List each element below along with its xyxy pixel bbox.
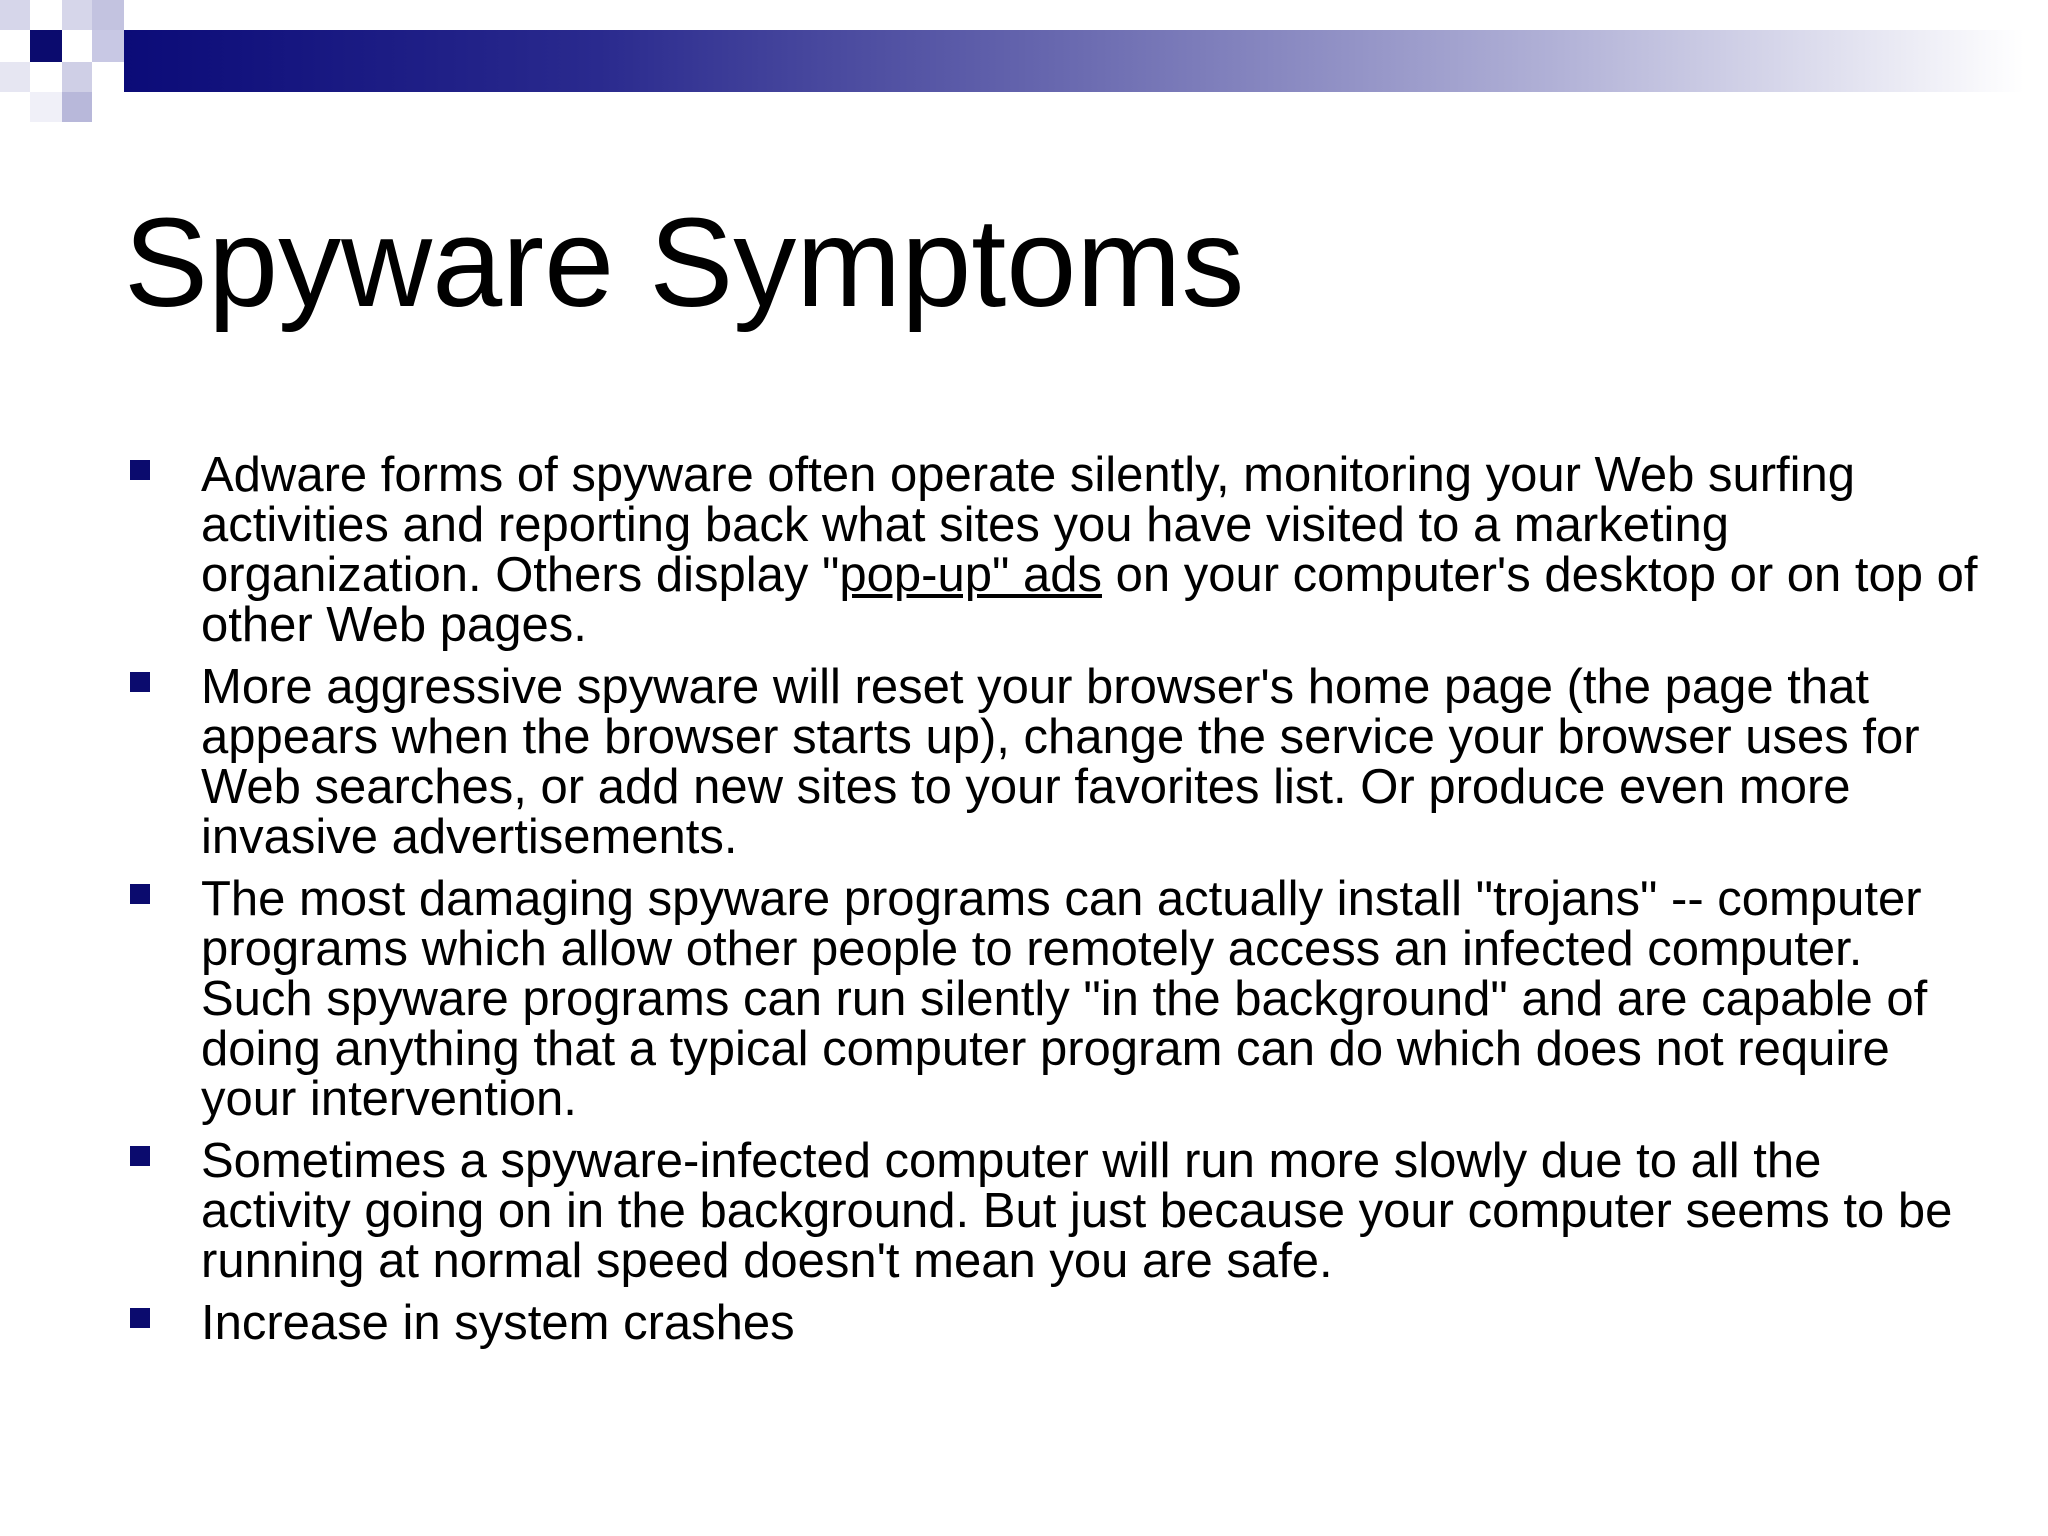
popup-ads-link[interactable]: pop-up" ads	[839, 548, 1102, 602]
bullet-list	[124, 450, 1984, 1360]
decorative-square	[0, 62, 30, 92]
bullet-text: on your computer's desktop or on top of other Web pages.	[201, 548, 1978, 652]
bullet-text: The most damaging spyware programs can actually install "trojans" -- computer programs which allow other people to remotely access an infected computer. Such spyware programs can run silently "in the background" and are capable of doing anything that a typical computer program can do which does not require your intervention.	[201, 872, 1928, 1126]
bullet-item	[124, 662, 1984, 862]
bullet-item	[124, 450, 1984, 650]
bullet-text: Adware forms of spyware often operate silently, monitoring your Web surfing activities and reporting back what sites you have visited to a marketing organization. Others display "	[201, 448, 1856, 602]
decorative-square	[62, 0, 92, 30]
bullet-item	[124, 1298, 1984, 1348]
square-bullet-icon	[130, 672, 150, 692]
bullet-item	[124, 1136, 1984, 1286]
bullet-text: More aggressive spyware will reset your browser's home page (the page that appears when the browser starts up), change the service your browser uses for Web searches, or add new sites to your favorites list. Or produce even more invasive advertisements.	[201, 660, 1920, 864]
decorative-square	[30, 30, 62, 62]
square-bullet-icon	[130, 884, 150, 904]
decorative-square	[92, 30, 124, 62]
decorative-square	[62, 92, 92, 122]
bullet-text: Increase in system crashes	[201, 1296, 795, 1350]
slide-title: Spyware Symptoms	[124, 192, 1245, 333]
square-bullet-icon	[130, 1146, 150, 1166]
bullet-item	[124, 874, 1984, 1124]
header-gradient-bar	[124, 30, 2024, 92]
square-bullet-icon	[130, 460, 150, 480]
decorative-square	[30, 92, 62, 122]
decorative-square	[92, 0, 124, 30]
decorative-square	[62, 62, 92, 92]
square-bullet-icon	[130, 1308, 150, 1328]
decorative-square	[0, 0, 30, 30]
bullet-text: Sometimes a spyware-infected computer will run more slowly due to all the activity going on in the background. But just because your computer seems to be running at normal speed doesn't mean you are safe.	[201, 1134, 1953, 1288]
